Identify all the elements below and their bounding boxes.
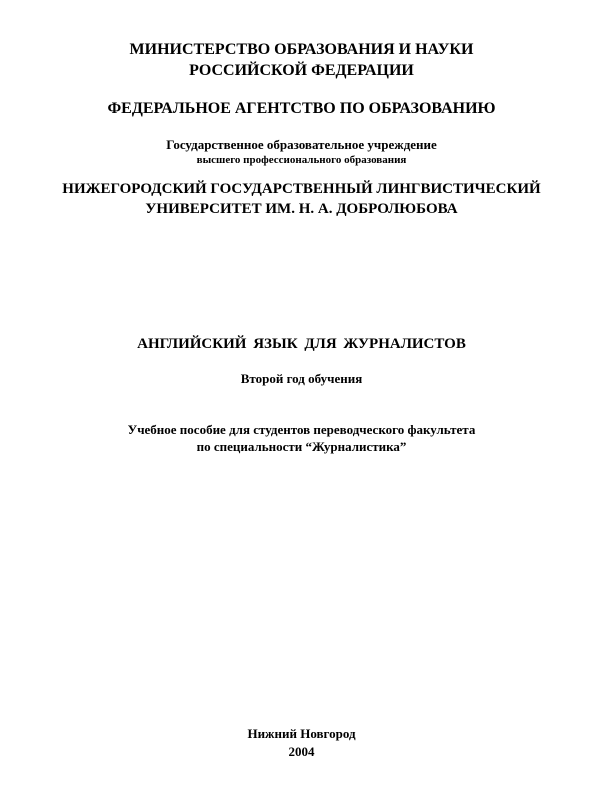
institution-type-line-1: Государственное образовательное учреждение: [166, 137, 437, 152]
ministry-name-line-1: МИНИСТЕРСТВО ОБРАЗОВАНИЯ И НАУКИ: [129, 41, 474, 58]
institution-type-line-2: высшего профессионального образования: [196, 154, 407, 166]
publication-year: 2004: [288, 744, 315, 759]
university-name-line-2: УНИВЕРСИТЕТ ИМ. Н. А. ДОБРОЛЮБОВА: [145, 201, 458, 217]
book-title: АНГЛИЙСКИЙ ЯЗЫК ДЛЯ ЖУРНАЛИСТОВ: [137, 336, 466, 352]
ministry-name-line-2: РОССИЙСКОЙ ФЕДЕРАЦИИ: [189, 62, 414, 79]
book-description-line-2: по специальности “Журналистика”: [196, 439, 407, 454]
book-subtitle: Второй год обучения: [240, 371, 363, 386]
book-description-line-1: Учебное пособие для студентов переводческого факультета: [127, 422, 476, 437]
university-name-line-1: НИЖЕГОРОДСКИЙ ГОСУДАРСТВЕННЫЙ ЛИНГВИСТИЧЕСКИЙ: [62, 181, 541, 197]
publication-city: Нижний Новгород: [247, 726, 356, 741]
agency-name: ФЕДЕРАЛЬНОЕ АГЕНТСТВО ПО ОБРАЗОВАНИЮ: [107, 100, 496, 117]
